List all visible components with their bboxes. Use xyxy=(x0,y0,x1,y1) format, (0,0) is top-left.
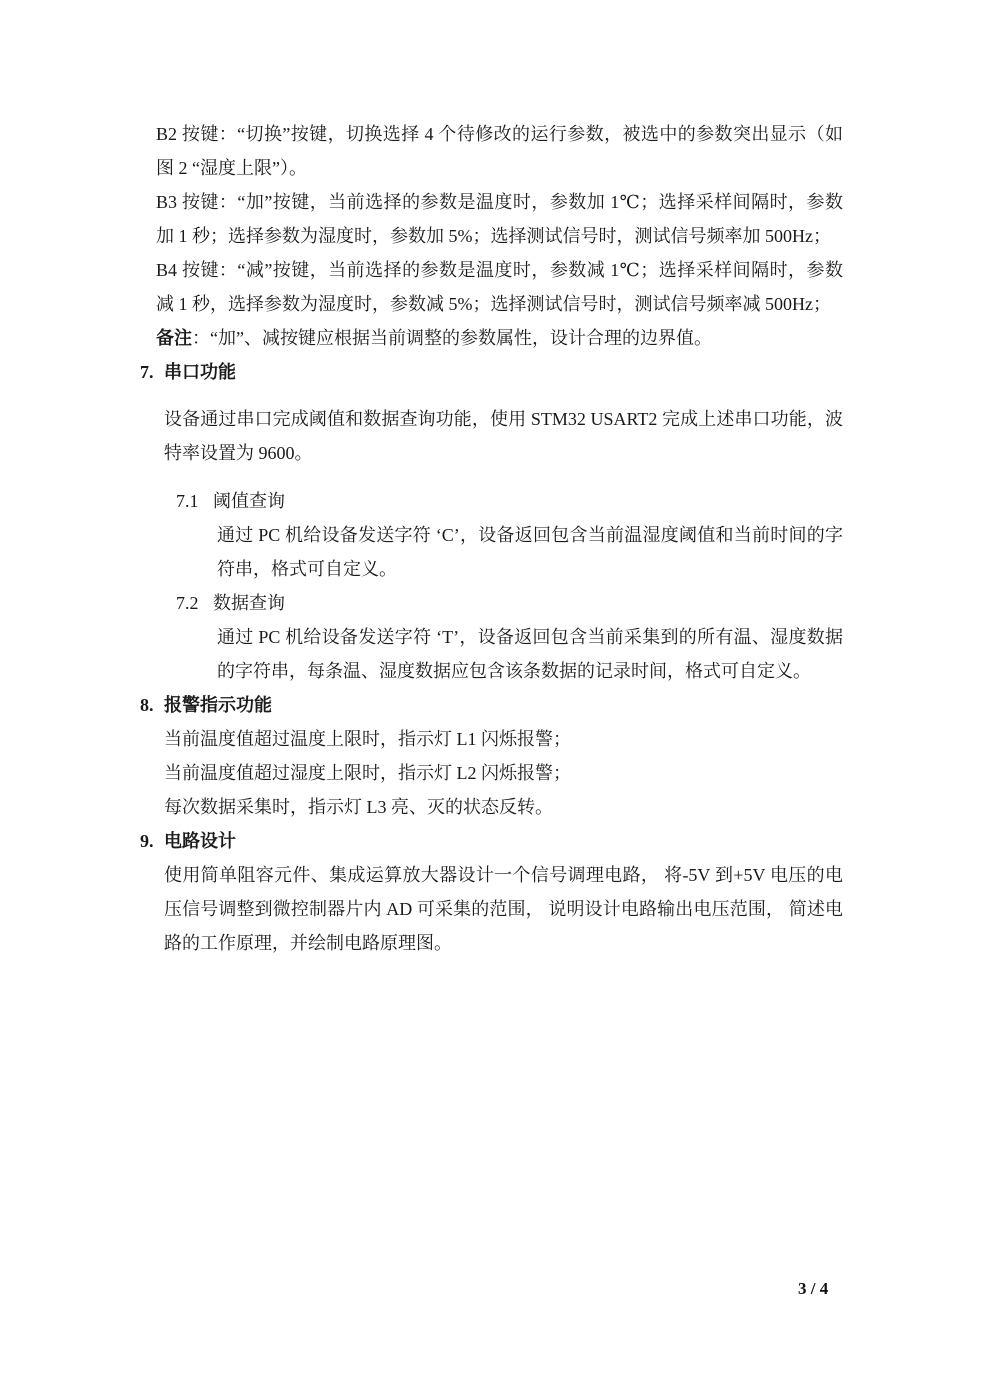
section-8-number: 8. xyxy=(140,695,154,715)
subsection-7-1-title: 阈值查询 xyxy=(213,491,285,511)
paragraph-b2-button: B2 按键：“切换”按键，切换选择 4 个待修改的运行参数，被选中的参数突出显示（如图 2 “湿度上限”）。 xyxy=(156,124,843,178)
section-8-header xyxy=(140,688,843,722)
subsection-7-1-body: 通过 PC 机给设备发送字符 ‘C’，设备返回包含当前温湿度阈值和当前时间的字符串，格式可自定义。 xyxy=(217,525,843,579)
section-8-title: 报警指示功能 xyxy=(164,695,272,715)
paragraph-b3-button: B3 按键：“加”按键，当前选择的参数是温度时，参数加 1℃；选择采样间隔时，参数加 1 秒；选择参数为湿度时，参数加 5%；选择测试信号时，测试信号频率加 500Hz； xyxy=(156,192,843,246)
subsection-7-2-body: 通过 PC 机给设备发送字符 ‘T’，设备返回包含当前采集到的所有温、湿度数据的字符串，每条温、湿度数据应包含该条数据的记录时间，格式可自定义。 xyxy=(217,627,843,681)
subsection-7-1-number: 7.1 xyxy=(176,491,199,511)
subsection-7-1-header xyxy=(176,484,843,518)
note-label: 备注 xyxy=(156,328,192,348)
section-8-line-l2: 当前温度值超过湿度上限时，指示灯 L2 闪烁报警； xyxy=(164,763,571,783)
section-7-intro-paragraph: 设备通过串口完成阈值和数据查询功能，使用 STM32 USART2 完成上述串口功能，波特率设置为 9600。 xyxy=(164,409,843,463)
note-text: ：“加”、减按键应根据当前调整的参数属性，设计合理的边界值。 xyxy=(192,328,712,348)
subsection-7-2-number: 7.2 xyxy=(176,593,199,613)
page-number-text: 3 / 4 xyxy=(798,1279,829,1298)
section-8-line-l3: 每次数据采集时，指示灯 L3 亮、灭的状态反转。 xyxy=(164,797,553,817)
section-7-number: 7. xyxy=(140,362,154,382)
subsection-7-2-header xyxy=(176,586,843,620)
page-content xyxy=(140,117,843,960)
section-7-header xyxy=(140,355,843,389)
page-number xyxy=(798,1279,828,1299)
section-9-number: 9. xyxy=(140,831,154,851)
section-8-line-l1: 当前温度值超过温度上限时，指示灯 L1 闪烁报警； xyxy=(164,729,571,749)
section-9-body: 使用简单阻容元件、集成运算放大器设计一个信号调理电路， 将-5V 到+5V 电压的电压信号调整到微控制器片内 AD 可采集的范围， 说明设计电路输出电压范围， 简述电路的工作原理，并绘制电路原理图。 xyxy=(164,865,843,953)
section-7-title: 串口功能 xyxy=(164,362,236,382)
section-9-title: 电路设计 xyxy=(164,831,236,851)
subsection-7-2-title: 数据查询 xyxy=(213,593,285,613)
section-9-header xyxy=(140,824,843,858)
paragraph-b4-button: B4 按键：“减”按键，当前选择的参数是温度时，参数减 1℃；选择采样间隔时，参数减 1 秒，选择参数为湿度时，参数减 5%；选择测试信号时，测试信号频率减 500Hz； xyxy=(156,260,843,314)
paragraph-note xyxy=(156,321,843,355)
